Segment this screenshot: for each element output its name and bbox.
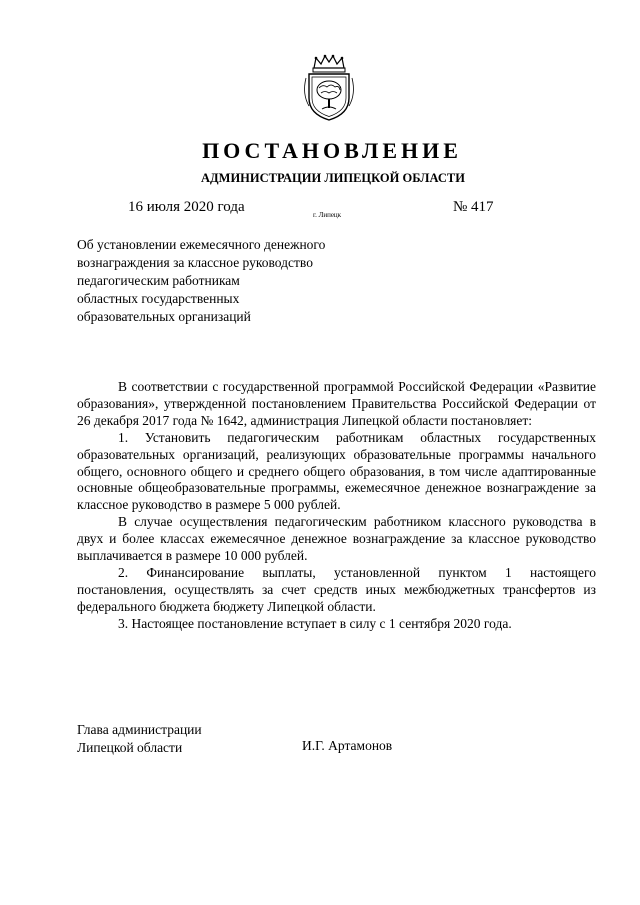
signature-position-line: Липецкой области	[77, 739, 183, 755]
subject-line: вознаграждения за классное руководство	[77, 255, 313, 270]
body-paragraph: В соответствии с государственной программой Российской Федерации «Развитие образования», утвержденной постановлением Правительства Российской Федерации от 26 декабря 2017 года № 1642, администрация Липецкой области постановляет:	[77, 379, 596, 428]
signature-name: И.Г. Артамонов	[302, 738, 393, 753]
document-number: № 417	[453, 199, 494, 215]
document-title: ПОСТАНОВЛЕНИЕ	[202, 138, 462, 163]
subject-line: образовательных организаций	[77, 309, 251, 324]
body-paragraph: В случае осуществления педагогическим работником классного руководства в двух и более классах ежемесячное денежное вознаграждение за классное руководство выплачивается в размере 10 000 рублей.	[77, 514, 596, 564]
subject-line: областных государственных	[77, 291, 240, 306]
coat-of-arms-icon	[300, 54, 358, 122]
document-body	[77, 379, 596, 633]
body-paragraph: 2. Финансирование выплаты, установленной пунктом 1 настоящего постановления, осуществлять за счет средств иных межбюджетных трансфертов из федерального бюджета бюджету Липецкой области.	[77, 564, 596, 614]
body-paragraph: 1. Установить педагогическим работникам областных государственных образовательных организаций, реализующих образовательные программы начального общего, основного общего и среднего общего образования, в том числе адаптированные основные общеобразовательные программы, ежемесячное денежное вознаграждение за классное руководство в размере 5 000 рублей.	[77, 429, 596, 513]
document-city: г. Липецк	[313, 211, 342, 219]
signature-position	[77, 721, 202, 756]
document-subtitle: АДМИНИСТРАЦИИ ЛИПЕЦКОЙ ОБЛАСТИ	[201, 171, 465, 185]
document-subject	[77, 236, 377, 326]
subject-line: педагогическим работникам	[77, 273, 240, 288]
subject-line: Об установлении ежемесячного денежного	[77, 237, 326, 252]
document-date: 16 июля 2020 года	[128, 199, 245, 215]
signature-position-line: Глава администрации	[77, 722, 202, 737]
body-paragraph: 3. Настоящее постановление вступает в силу с 1 сентября 2020 года.	[118, 615, 512, 631]
